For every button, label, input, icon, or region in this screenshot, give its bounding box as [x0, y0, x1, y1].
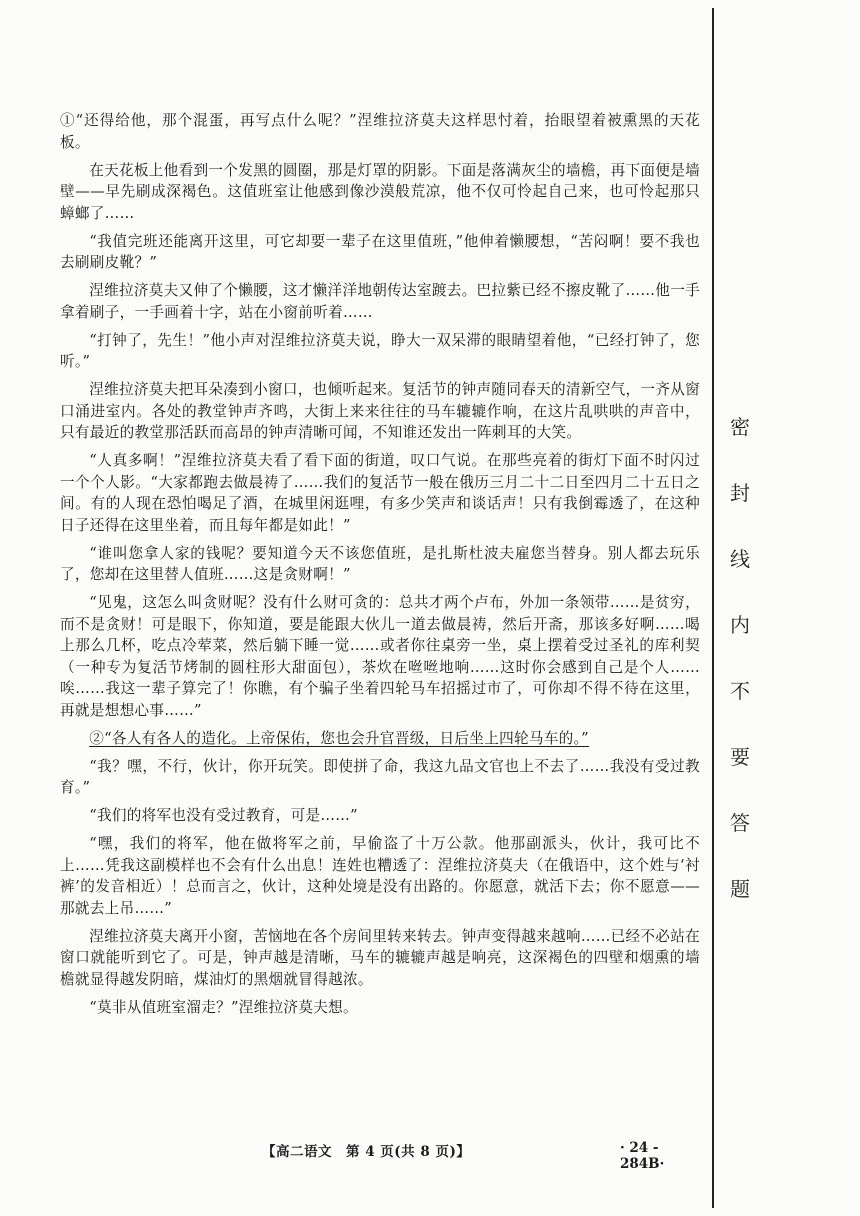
binding-notice [720, 415, 760, 943]
paragraph-1: ①“还得给他，那个混蛋，再写点什么呢？”涅维拉济莫夫这样思忖着，抬眼望着被熏黑的天花板。 [60, 112, 700, 151]
paragraph-4: 涅维拉济莫夫又伸了个懒腰，这才懒洋洋地朝传达室踱去。巴拉紫已经不擦皮靴了……他一手拿着刷子，一手画着十字，站在小窗前听着…… [60, 282, 700, 321]
paragraph-10-underlined: ②“各人有各人的造化。上帝保佑，您也会升官晋级，日后坐上四轮马车的。” [89, 729, 589, 747]
paragraph-15: “莫非从值班室溜走？”涅维拉济莫夫想。 [89, 998, 358, 1016]
paragraph-14: 涅维拉济莫夫离开小窗，苦恼地在各个房间里转来转去。钟声变得越来越响……已经不必站在窗口就能听到它了。可是，钟声越是清晰，马车的辘辘声越是响亮，这深褐色的四壁和烟熏的墙檐就显得越发阴暗，煤油灯的黑烟就冒得越浓。 [60, 927, 700, 988]
binding-line [712, 8, 714, 1208]
binding-char: 答 [730, 811, 750, 835]
binding-char: 线 [730, 547, 750, 571]
paragraph-8: “谁叫您拿人家的钱呢？要知道今天不该您值班，是扎斯杜波夫雇您当替身。别人都去玩乐了，您却在这里替人值班……这是贪财啊！” [60, 544, 700, 583]
paragraph-12: “我们的将军也没有受过教育，可是……” [89, 807, 358, 824]
paragraph-3: “我值完班还能离开这里，可它却要一辈子在这里值班，”他伸着懒腰想，“苦闷啊！要不我也去刷刷皮靴？” [60, 232, 700, 271]
reading-passage [60, 110, 700, 1025]
paragraph-7: “人真多啊！”涅维拉济莫夫看了看下面的街道，叹口气说。在那些亮着的街灯下面不时闪过一个个人影。“大家都跑去做晨祷了……我们的复活节一般在俄历三月二十二日至四月二十五日之间。有的人现在恐怕喝足了酒，在城里闲逛哩，有多少笑声和谈话声！只有我倒霉透了，在这种日子还得在这里坐着，而且每年都是如此！” [60, 452, 700, 534]
binding-char: 题 [730, 877, 750, 901]
paragraph-9: “见鬼，这怎么叫贪财呢？没有什么财可贪的：总共才两个卢布，外加一条领带……是贫穷，而不是贪财！可是眼下，你知道，要是能跟大伙儿一道去做晨祷，然后开斋，那该多好啊……喝上那么几杯，吃点冷荤菜，然后躺下睡一觉……或者你往桌旁一坐，桌上摆着受过圣礼的库利契（一种专为复活节烤制的圆柱形大甜面包），茶炊在咝咝地响……这时你会感到自己是个人……唉……我这一辈子算完了！你瞧，有个骗子坐着四轮马车招摇过市了，可你却不得不待在这里，再就是想想心事……” [60, 594, 700, 719]
binding-char: 不 [730, 679, 750, 703]
binding-char: 密 [730, 415, 750, 439]
paragraph-11: “我？嘿，不行，伙计，你开玩笑。即使拼了命，我这九品文官也上不去了……我没有受过教育。” [60, 757, 700, 796]
paragraph-5: “打钟了，先生！”他小声对涅维拉济莫夫说，睁大一双呆滞的眼睛望着他，“已经打钟了，您听。” [60, 331, 700, 370]
binding-char: 内 [730, 613, 750, 637]
paragraph-13: “嘿，我们的将军，他在做将军之前，早偷盗了十万公款。他那副派头，伙计，我可比不上……凭我这副模样也不会有什么出息！连姓也糟透了：涅维拉济莫夫（在俄语中，这个姓与‘衬裤’的发音相近）！总而言之，伙计，这种处境是没有出路的。你愿意，就活下去；你不愿意——那就去上吊……” [60, 835, 700, 917]
footer-page-label: 【高二语文 第 4 页(共 8 页)】 [262, 1144, 471, 1160]
paragraph-6: 涅维拉济莫夫把耳朵凑到小窗口，也倾听起来。复活节的钟声随同春天的清新空气，一齐从窗口涌进室内。各处的教堂钟声齐鸣，大街上来来往往的马车辘辘作响，在这片乱哄哄的声音中，只有最近的教堂那活跃而高昂的钟声清晰可闻，不知谁还发出一阵刺耳的大笑。 [60, 381, 700, 441]
binding-char: 要 [730, 745, 750, 769]
binding-char: 封 [730, 481, 750, 505]
paragraph-2: 在天花板上他看到一个发黑的圆圈，那是灯罩的阴影。下面是落满灰尘的墙檐，再下面便是墙壁——早先刷成深褐色。这值班室让他感到像沙漠般荒凉，他不仅可怜起自己来，也可怜起那只蟑螂了…… [60, 161, 700, 222]
footer-exam-code: · 24 - 284B· [620, 1140, 665, 1172]
